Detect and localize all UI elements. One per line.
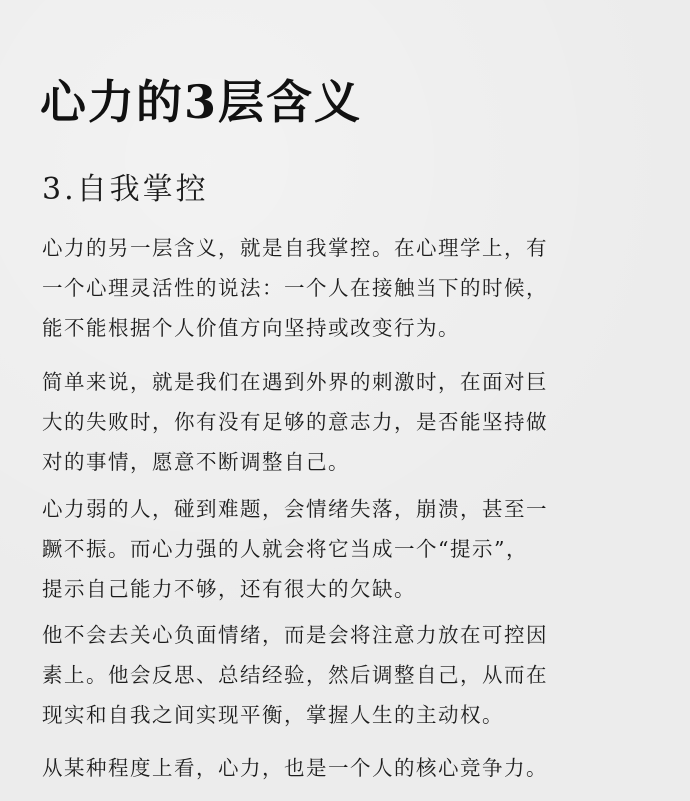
text-line: 素上。他会反思、总结经验，然后调整自己，从而在 — [42, 663, 548, 687]
page-title: 心力的3层含义 — [40, 75, 363, 129]
text-line: 他不会去关心负面情绪，而是会将注意力放在可控因 — [42, 623, 548, 647]
text-line: 从某种程度上看，心力，也是一个人的核心竞争力。 — [42, 756, 548, 780]
section-heading: 3.自我掌控 — [42, 172, 209, 207]
paragraph-5 — [42, 748, 652, 788]
text-line: 一个心理灵活性的说法：一个人在接触当下的时候， — [42, 276, 548, 300]
text-line: 提示自己能力不够，还有很大的欠缺。 — [42, 577, 416, 601]
paragraph-3 — [42, 489, 652, 609]
text-line: 现实和自我之间实现平衡，掌握人生的主动权。 — [42, 703, 504, 727]
paragraph-4 — [42, 615, 652, 735]
text-line: 心力弱的人，碰到难题，会情绪失落，崩溃，甚至一 — [42, 497, 548, 521]
text-line: 简单来说，就是我们在遇到外界的刺激时，在面对巨 — [42, 370, 548, 394]
paragraph-1 — [42, 228, 652, 348]
text-line: 大的失败时，你有没有足够的意志力，是否能坚持做 — [42, 410, 548, 434]
text-line: 心力的另一层含义，就是自我掌控。在心理学上，有 — [42, 236, 548, 260]
text-line: 对的事情，愿意不断调整自己。 — [42, 450, 350, 474]
paragraph-2 — [42, 362, 652, 482]
text-line: 能不能根据个人价值方向坚持或改变行为。 — [42, 316, 460, 340]
text-line: 蹶不振。而心力强的人就会将它当成一个“提示”， — [42, 537, 528, 561]
